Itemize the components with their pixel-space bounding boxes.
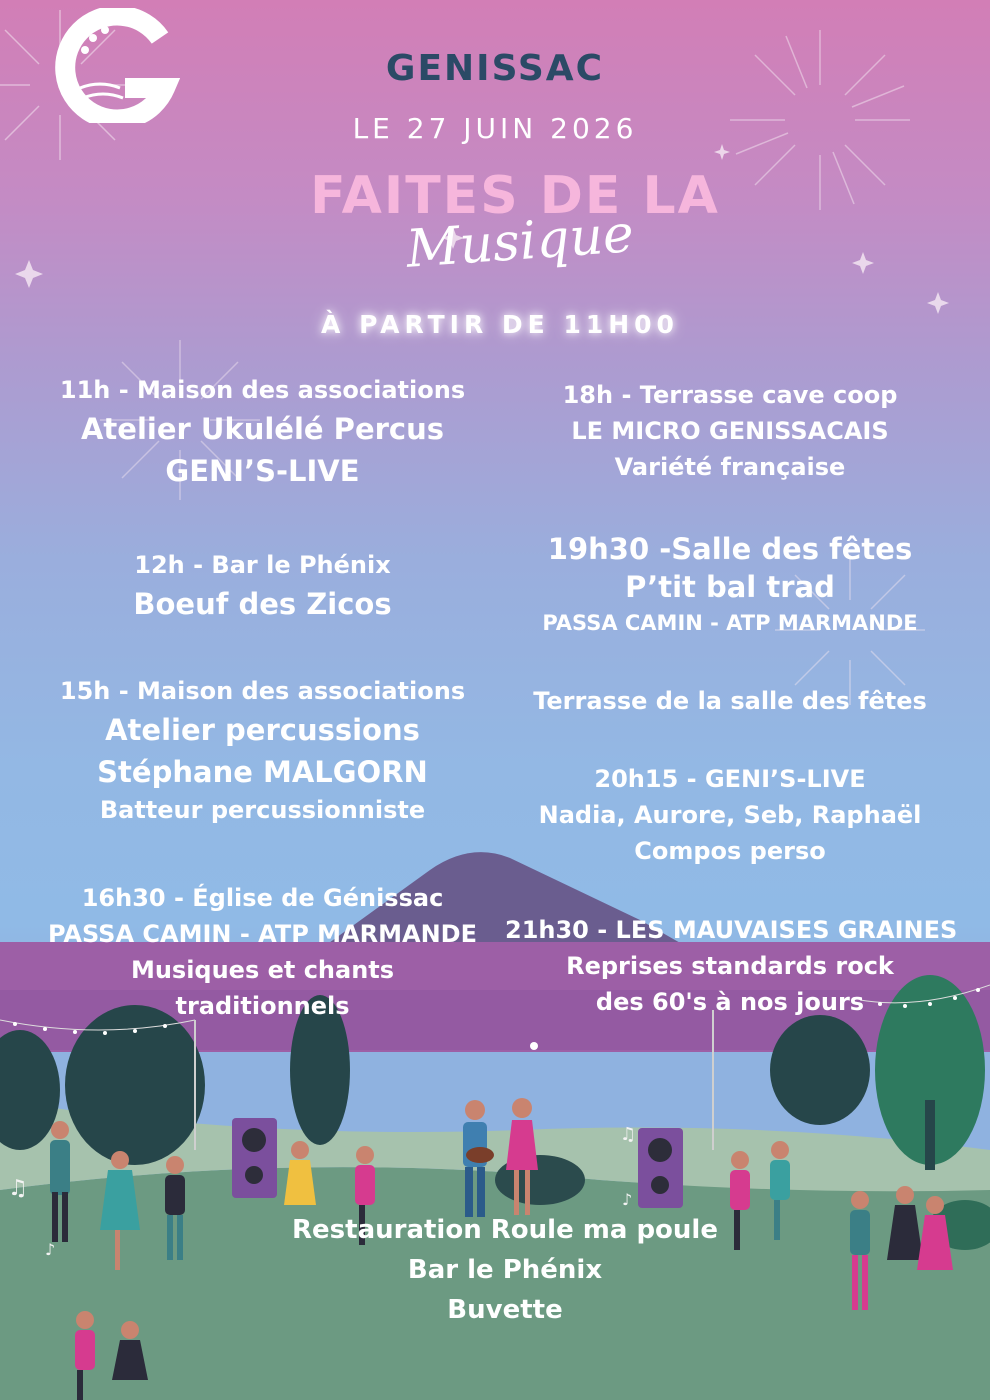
title-line2: Musique (404, 204, 636, 280)
event-title: P’tit bal trad (625, 570, 835, 605)
svg-text:♪: ♪ (45, 1240, 56, 1259)
food-drinks-block (230, 1210, 780, 1330)
event-description: Compos perso (634, 837, 826, 865)
buvette-line: Buvette (447, 1295, 563, 1325)
event-artist: Nadia, Aurore, Seb, Raphaël (538, 801, 922, 829)
svg-text:♫: ♫ (620, 1124, 637, 1145)
event-time-place: 18h - Terrasse cave coop (562, 381, 898, 409)
event-artist: PASSA CAMIN - ATP MARMANDE (48, 920, 477, 948)
event-description: Reprises standards rock (566, 952, 894, 980)
event-block (30, 550, 495, 622)
event-location: Terrasse de la salle des fêtes (533, 687, 927, 715)
event-time-place: 11h - Maison des associations (59, 376, 466, 404)
event-title: Atelier Ukulélé Percus (80, 412, 445, 446)
event-block (505, 380, 955, 482)
event-block (505, 764, 955, 866)
event-date: LE 27 JUIN 2026 (352, 112, 638, 145)
event-time-place: 15h - Maison des associations (59, 677, 466, 705)
start-time: À PARTIR DE 11H00 (321, 310, 679, 339)
event-title: Atelier percussions (105, 713, 420, 747)
event-block (30, 883, 495, 1021)
event-artist: GENI’S-LIVE (165, 454, 360, 489)
event-time-place: 19h30 -Salle des fêtes (547, 532, 913, 566)
event-artist: PASSA CAMIN - ATP MARMANDE (542, 610, 918, 635)
event-description: traditionnels (175, 992, 350, 1020)
event-time-place: 20h15 - GENI’S-LIVE (594, 765, 866, 793)
town-name: GENISSAC (385, 48, 605, 89)
event-description: Batteur percussionniste (99, 795, 426, 824)
event-description: des 60's à nos jours (595, 988, 865, 1016)
title-line1: FAITES DE LA (310, 166, 720, 226)
svg-text:♫: ♫ (8, 1176, 28, 1201)
svg-text:♪: ♪ (622, 1190, 633, 1209)
restauration-line: Restauration Roule ma poule (292, 1215, 718, 1245)
event-block (505, 686, 955, 716)
genissac-logo-icon (55, 8, 180, 123)
event-artist: LE MICRO GENISSACAIS (571, 417, 889, 445)
event-block (505, 531, 955, 636)
event-block (30, 375, 495, 490)
event-block (505, 915, 958, 1017)
event-time-place: 21h30 - LES MAUVAISES GRAINES (505, 916, 958, 944)
event-time-place: 12h - Bar le Phénix (134, 551, 391, 579)
event-artist: Stéphane MALGORN (97, 755, 428, 790)
event-block (30, 676, 495, 825)
event-description: Variété française (614, 453, 846, 481)
event-time-place: 16h30 - Église de Génissac (81, 884, 444, 912)
bar-line: Bar le Phénix (407, 1255, 603, 1285)
event-title: Boeuf des Zicos (133, 587, 392, 621)
event-description: Musiques et chants (130, 956, 395, 984)
